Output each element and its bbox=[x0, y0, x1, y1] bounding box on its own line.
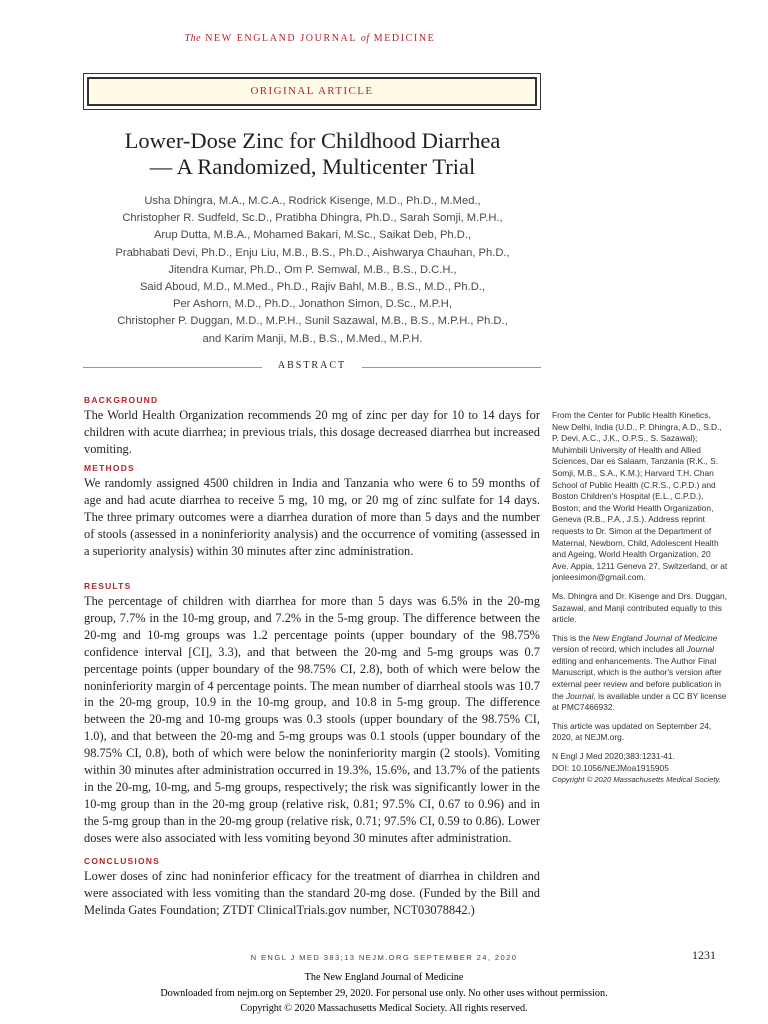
title-line-1: Lower-Dose Zinc for Childhood Diarrhea bbox=[124, 128, 501, 153]
article-title bbox=[60, 128, 565, 180]
author-line: Said Aboud, M.D., M.Med., Ph.D., Rajiv Bahl, M.B., B.S., M.D., Ph.D., bbox=[139, 281, 486, 294]
equal-contribution-note: Ms. Dhingra and Dr. Kisenge and Drs. Duggan, Sazawal, and Manji contributed equally to this article. bbox=[552, 590, 728, 625]
results-heading: RESULTS bbox=[84, 581, 132, 591]
version-journal: Journal bbox=[686, 644, 714, 655]
copyright-text: Copyright © 2020 Massachusetts Medical Society. bbox=[552, 775, 721, 785]
journal-running-head bbox=[0, 33, 620, 44]
page-number: 1231 bbox=[692, 948, 716, 962]
download-journal: The New England Journal of Medicine bbox=[304, 972, 464, 983]
citation: N Engl J Med 2020;383:1231-41. bbox=[552, 751, 675, 762]
journal-suffix: MEDICINE bbox=[373, 33, 436, 44]
version-journal: Journal bbox=[565, 690, 594, 701]
version-text: version of record, which includes all bbox=[552, 644, 687, 655]
version-of-record-note bbox=[552, 633, 729, 714]
download-notice bbox=[0, 970, 768, 1017]
download-info: Downloaded from nejm.org on September 29, 2020. For personal use only. No other uses without permission. bbox=[160, 987, 608, 999]
article-type-frame bbox=[83, 73, 541, 110]
title-line-2: — A Randomized, Multicenter Trial bbox=[149, 154, 476, 179]
update-note: This article was updated on September 24, 2020, at NEJM.org. bbox=[552, 720, 712, 743]
conclusions-text: Lower doses of zinc had noninferior efficacy for the treatment of diarrhea in children and were associated with less vomiting than the standard 20-mg dose. (Funded by the Bill and Melinda Gates Foundation; ZTDT ClinicalTrials.gov number, NCT03078842.) bbox=[84, 869, 540, 917]
author-line: Usha Dhingra, M.A., M.C.A., Rodrick Kisenge, M.D., Ph.D., M.Med., bbox=[144, 195, 481, 207]
copyright-note bbox=[552, 774, 729, 786]
methods-heading: METHODS bbox=[84, 463, 135, 473]
version-text: editing and enhancements. The Author Final Manuscript, which is the author's version after external peer review and before publication in the bbox=[552, 655, 722, 701]
conclusions-heading: CONCLUSIONS bbox=[84, 856, 161, 866]
journal-name: NEW ENGLAND JOURNAL bbox=[205, 33, 357, 44]
abstract-heading: ABSTRACT bbox=[262, 360, 362, 371]
journal-prefix: The bbox=[184, 33, 202, 44]
author-line: Christopher R. Sudfeld, Sc.D., Pratibha Dhingra, Ph.D., Sarah Somji, M.P.H., bbox=[122, 212, 503, 225]
author-line: Jitendra Kumar, Ph.D., Om P. Semwal, M.B., B.S., D.C.H., bbox=[168, 263, 457, 276]
author-line: Arup Dutta, M.B.A., Mohamed Bakari, M.Sc., Saikat Deb, Ph.D., bbox=[153, 229, 472, 242]
methods-text: We randomly assigned 4500 children in India and Tanzania who were 6 to 59 months of age and had acute diarrhea to receive 5 mg, 10 mg, or 20 mg of zinc sulfate for 14 days. The three primary outcomes were a diarrhea duration of more than 5 days and the number of stools (assessed in a noninferiority analysis) and the occurrence of vomiting (assessed in a superiority analysis) within 30 minutes after zinc administration. bbox=[84, 476, 540, 558]
background-heading: BACKGROUND bbox=[84, 395, 159, 405]
version-text: , is available under a CC BY license at PMC7466932. bbox=[552, 690, 727, 713]
doi-link[interactable]: DOI: 10.1056/NEJMoa1915905 bbox=[552, 762, 669, 773]
article-type-label: ORIGINAL ARTICLE bbox=[87, 77, 537, 106]
affiliations: From the Center for Public Health Kinetics, New Delhi, India (U.D., P. Dhingra, A.D., S.D., P. Devi, A.C., J.K., O.P.S., S. Sazawal); Muhimbili University of Health and Allied Sciences, Dar es Salaam, Tanzania (R.K., S. Somji, M.B., S.A., K.M.); Harvard T.H. Chan School of Public Health (C.R.S., C.P.D.) and Boston Children's Hospital (E.L., C.P.D.), Boston; and the World Health Organization, Geneva (R.B., P.A., J.S.). Address reprint requests to Dr. Simon at the Department of Maternal, Newborn, Child, Adolescent Health and Ageing, World Health Organization, 20 Ave. Appia, 1211 Geneva 27, Switzerland, or at jonleesimon@gmail.com. bbox=[552, 410, 728, 583]
author-info-sidebar bbox=[552, 410, 729, 786]
version-journal: New England Journal of Medicine bbox=[592, 632, 718, 643]
running-footer: N ENGL J MED 383;13 NEJM.ORG SEPTEMBER 24, 2020 bbox=[250, 953, 518, 962]
author-line: and Karim Manji, M.B., B.S., M.Med., M.P.H. bbox=[202, 332, 423, 345]
version-text: This is the bbox=[552, 632, 593, 643]
background-text: The World Health Organization recommends 20 mg of zinc per day for 10 to 14 days for children with acute diarrhea; in previous trials, this dosage decreased diarrhea but increased vomiting. bbox=[84, 408, 540, 456]
download-copyright: Copyright © 2020 Massachusetts Medical Society. All rights reserved. bbox=[240, 1003, 528, 1014]
journal-of: of bbox=[360, 33, 370, 44]
author-line: Per Ashorn, M.D., Ph.D., Jonathon Simon, D.Sc., M.P.H, bbox=[173, 298, 452, 311]
author-line: Prabhabati Devi, Ph.D., Enju Liu, M.B., B.S., Ph.D., Aishwarya Chauhan, Ph.D., bbox=[115, 246, 510, 259]
author-list bbox=[60, 193, 565, 348]
author-line: Christopher P. Duggan, M.D., M.P.H., Sunil Sazawal, M.B., B.S., M.P.H., Ph.D., bbox=[117, 315, 508, 328]
results-text: The percentage of children with diarrhea for more than 5 days was 6.5% in the 20-mg group, 7.7% in the 10-mg group, and 7.2% in the 5-mg group. The difference between the 20-mg and 10-mg groups was 1.2 percentage points (upper boundary of the 98.75% confidence interval [CI], 3.3), and that between the 20-mg and 5-mg groups was 0.7 percentage points (upper boundary of the 98.75% CI, 2.8), both of which were below the noninferiority margin of 4 percentage points. The mean number of diarrheal stools was 10.7 in the 20-mg group, 10.9 in the 10-mg group, and 10.8 in 5-mg group. The difference between the 20-mg and 10-mg groups was 0.3 stools (upper boundary of the 98.75% CI, 1.0), and that between the 20-mg and 5-mg groups was 0.1 stools (upper boundary of the 98.75% CI, 0.8), both of which were below the noninferiority margin (2 stools). Vomiting within 30 minutes after administration occurred in 19.3%, 15.6%, and 13.7% of the patients in the 20-mg, 10-mg, and 5-mg groups, respectively; the risk was significantly lower in the 10-mg group than in the 20-mg group (relative risk, 0.81; 97.5% CI, 0.67 to 0.96) and in the 5-mg group than in the 20-mg group (relative risk, 0.71; 97.5% CI, 0.59 to 0.86). Lower doses were also associated with less vomiting beyond 30 minutes after administration. bbox=[84, 594, 540, 845]
